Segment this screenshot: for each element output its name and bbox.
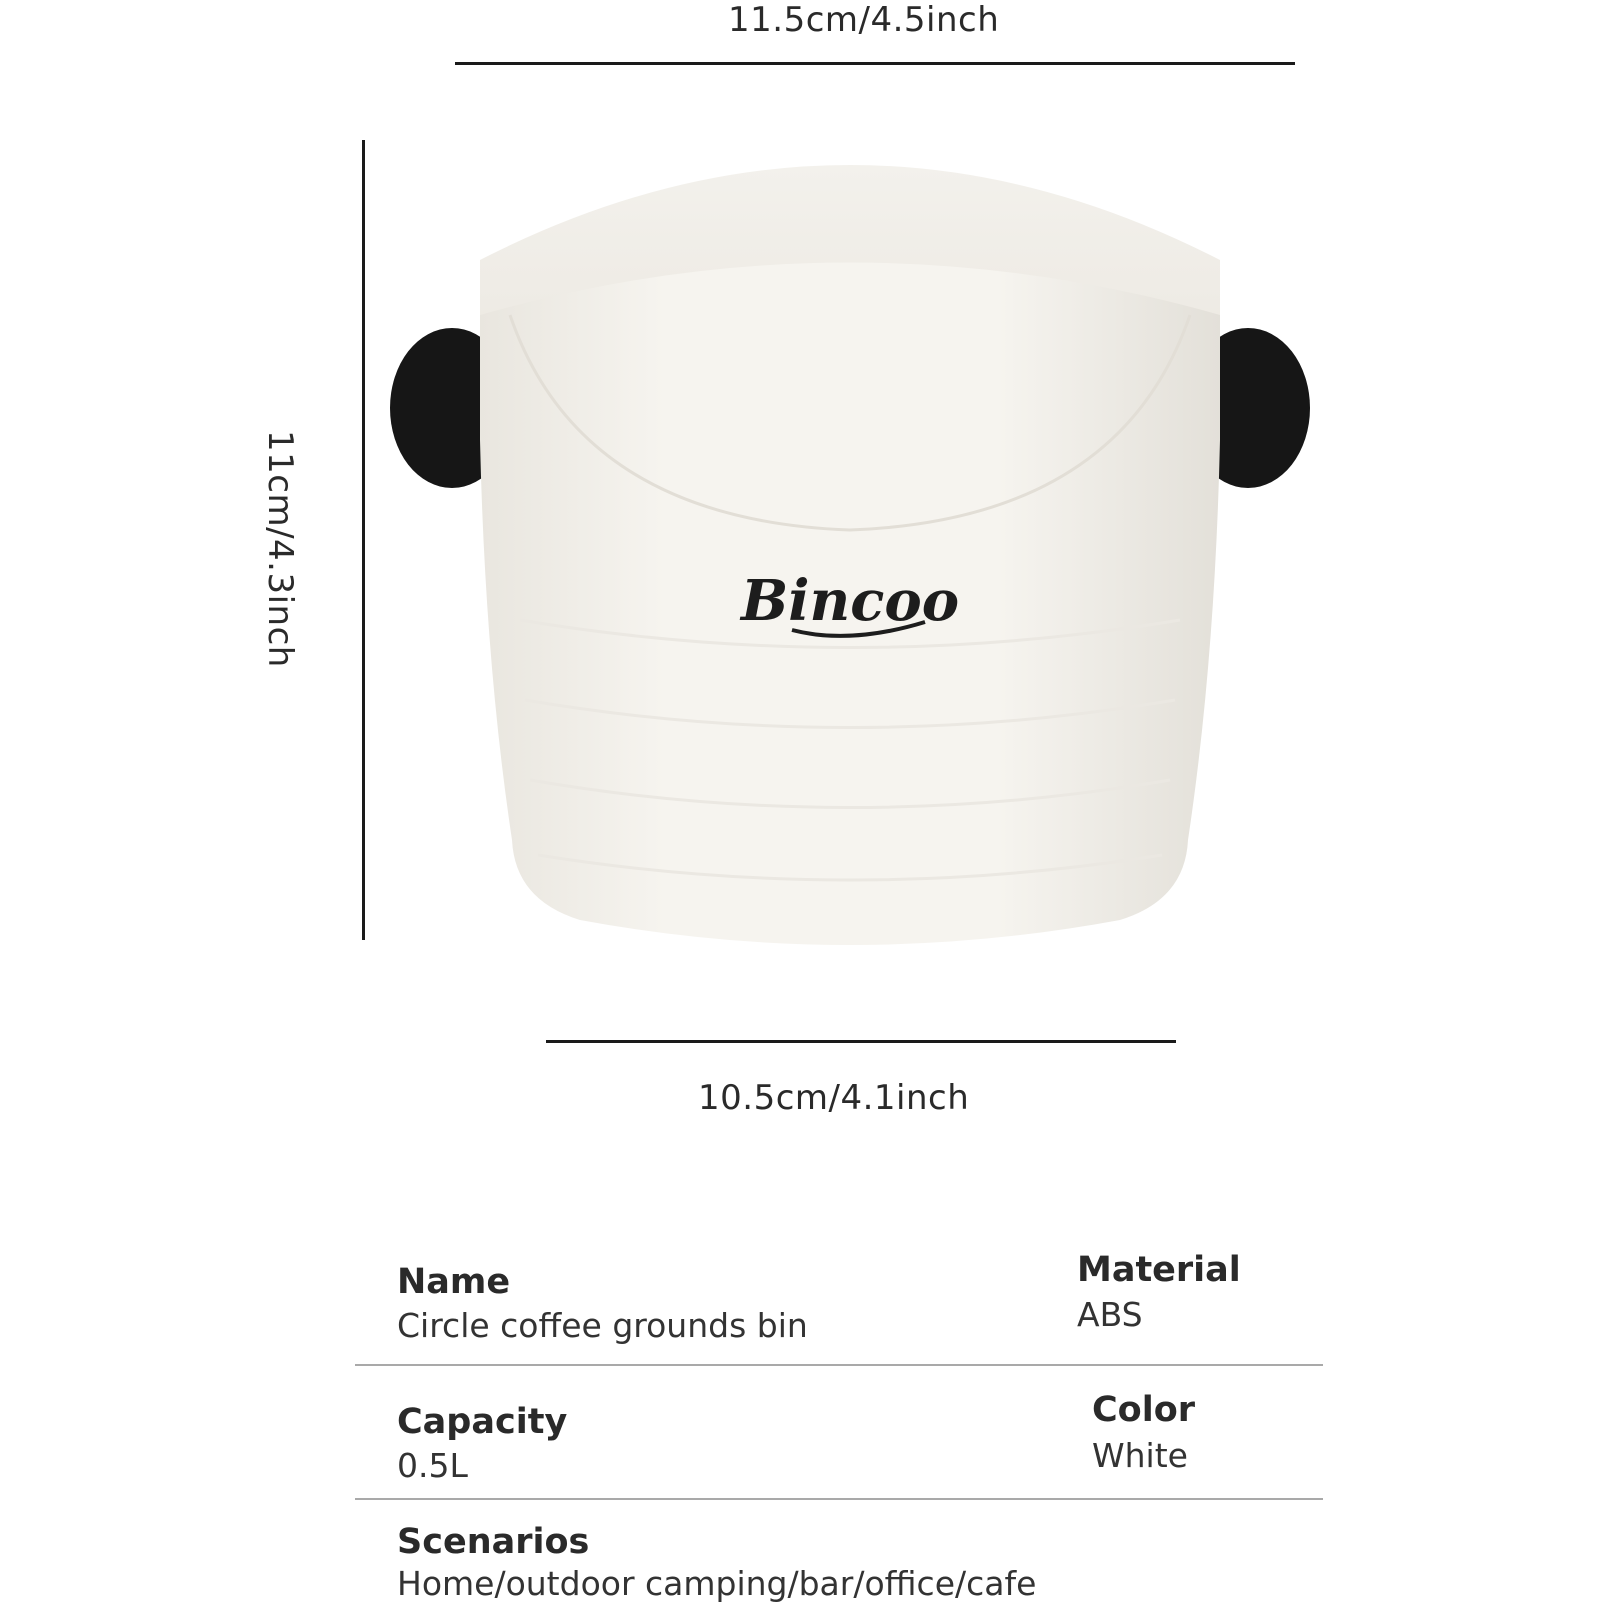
spec-capacity-value: 0.5L (397, 1446, 468, 1485)
spec-name-value: Circle coffee grounds bin (397, 1306, 808, 1345)
bottom-width-line (546, 1040, 1176, 1043)
spec-material-label: Material (1077, 1250, 1241, 1290)
brand-logo: Bincoo (740, 568, 960, 634)
spec-scenarios-label: Scenarios (397, 1522, 590, 1562)
bottom-width-label: 10.5cm/4.1inch (698, 1078, 970, 1118)
spec-color-value: White (1092, 1436, 1188, 1475)
height-label: 11cm/4.3inch (260, 430, 300, 668)
spec-name-label: Name (397, 1262, 511, 1302)
divider-2 (355, 1498, 1323, 1500)
spec-scenarios-value: Home/outdoor camping/bar/office/cafe (397, 1564, 1037, 1603)
top-width-line (455, 62, 1295, 65)
top-width-label: 11.5cm/4.5inch (728, 0, 1000, 40)
spec-material-value: ABS (1077, 1295, 1143, 1334)
divider-1 (355, 1364, 1323, 1366)
height-line (362, 140, 365, 940)
spec-capacity-label: Capacity (397, 1402, 568, 1442)
spec-color-label: Color (1092, 1390, 1196, 1430)
knock-box-image (380, 100, 1320, 1000)
